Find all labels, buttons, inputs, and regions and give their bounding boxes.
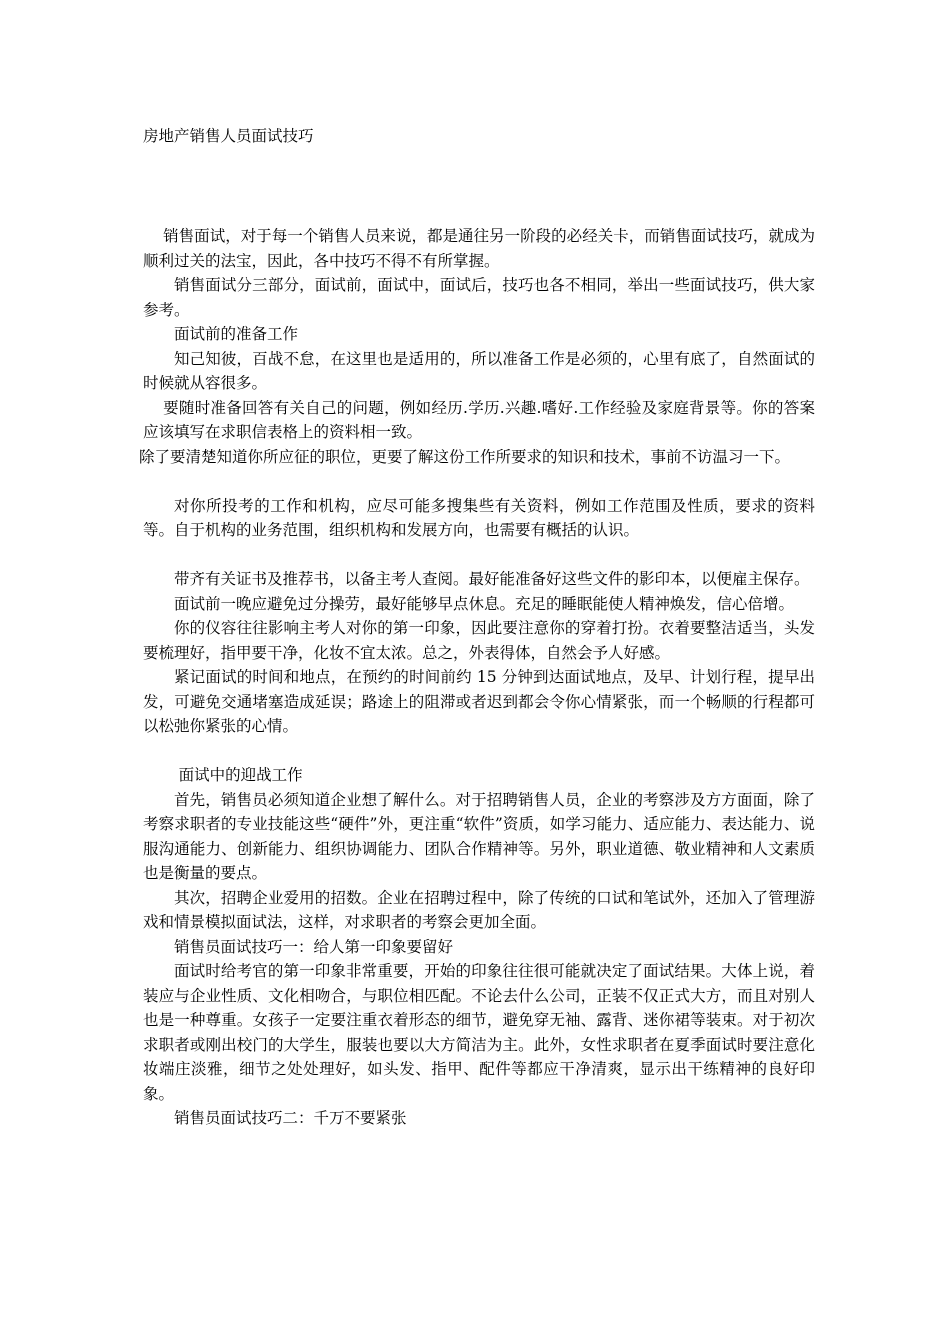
- blank-line: [143, 543, 815, 568]
- section-heading: 面试中的迎战工作: [178, 766, 303, 784]
- paragraph: 知己知彼，百战不怠，在这里也是适用的，所以准备工作是必须的，心里有底了，自然面试的时候就从容很多。: [143, 349, 815, 392]
- paragraph: 你的仪容往往影响主考人对你的第一印象，因此要注意你的穿着打扮。衣着要整洁适当，头发要梳理好，指甲要干净，化妆不宜太浓。总之，外表得体，自然会予人好感。: [143, 619, 815, 662]
- paragraph: 销售面试分三部分，面试前，面试中，面试后，技巧也各不相同，举出一些面试技巧，供大家参考。: [143, 276, 815, 319]
- section-heading: 销售员面试技巧一：给人第一印象要留好: [174, 937, 454, 956]
- section-heading: 面试前的准备工作: [174, 325, 299, 343]
- paragraph: 带齐有关证书及推荐书，以备主考人查阅。最好能准备好这些文件的影印本，以便雇主保存。: [174, 570, 810, 588]
- section-heading: 销售员面试技巧二：千万不要紧张: [174, 1109, 407, 1127]
- paragraph: 对你所投考的工作和机构，应尽可能多搜集些有关资料，例如工作范围及性质，要求的资料等。自于机构的业务范围，组织机构和发展方向，也需要有概括的认识。: [143, 496, 815, 539]
- paragraph: 销售面试，对于每一个销售人员来说，都是通往另一阶段的必经关卡，而销售面试技巧，就成为顺利过关的法宝，因此，各中技巧不得不有所掌握。: [143, 227, 815, 270]
- paragraph: 面试时给考官的第一印象非常重要，开始的印象往往很可能就决定了面试结果。大体上说，着装应与企业性质、文化相吻合，与职位相匹配。不论去什么公司，正装不仅正式大方，而且对别人也是一种尊重。女孩子一定要注重衣着形态的细节，避免穿无袖、露背、迷你裙等装束。对于初次求职者或刚出校门的大学生，服装也要以大方简洁为主。此外，女性求职者在夏季面试时要注意化妆端庄淡雅，细节之处处理好，如头发、指甲、配件等都应干净清爽，显示出干练精神的良好印象。: [143, 962, 815, 1103]
- blank-line: [143, 739, 815, 764]
- paragraph: 面试前一晚应避免过分操劳，最好能够早点休息。充足的睡眠能使人精神焕发，信心倍增。: [174, 594, 795, 613]
- paragraph: 要随时准备回答有关自己的问题，例如经历.学历.兴趣.嗜好.工作经验及家庭背景等。你的答案应该填写在求职信表格上的资料相一致。: [143, 398, 815, 441]
- document-body: [139, 224, 815, 1131]
- document-title: 房地产销售人员面试技巧: [143, 127, 314, 145]
- blank-line: [143, 469, 815, 494]
- paragraph: 其次，招聘企业爱用的招数。企业在招聘过程中，除了传统的口试和笔试外，还加入了管理游戏和情景模拟面试法，这样，对求职者的考察会更加全面。: [143, 888, 815, 931]
- paragraph: 紧记面试的时间和地点，在预约的时间前约 15 分钟到达面试地点，及早、计划行程，提早出发，可避免交通堵塞造成延误；路途上的阻滞或者迟到都会令你心情紧张，而一个畅顺的行程都可以松弛你紧张的心情。: [143, 668, 815, 735]
- paragraph: 首先，销售员必须知道企业想了解什么。对于招聘销售人员，企业的考察涉及方方面面，除了考察求职者的专业技能这些“硬件”外，更注重“软件”资质，如学习能力、适应能力、表达能力、说服沟通能力、创新能力、组织协调能力、团队合作精神等。另外，职业道德、敬业精神和人文素质也是衡量的要点。: [143, 790, 815, 882]
- paragraph: 除了要清楚知道你所应征的职位，更要了解这份工作所要求的知识和技术，事前不访温习一下。: [139, 447, 791, 466]
